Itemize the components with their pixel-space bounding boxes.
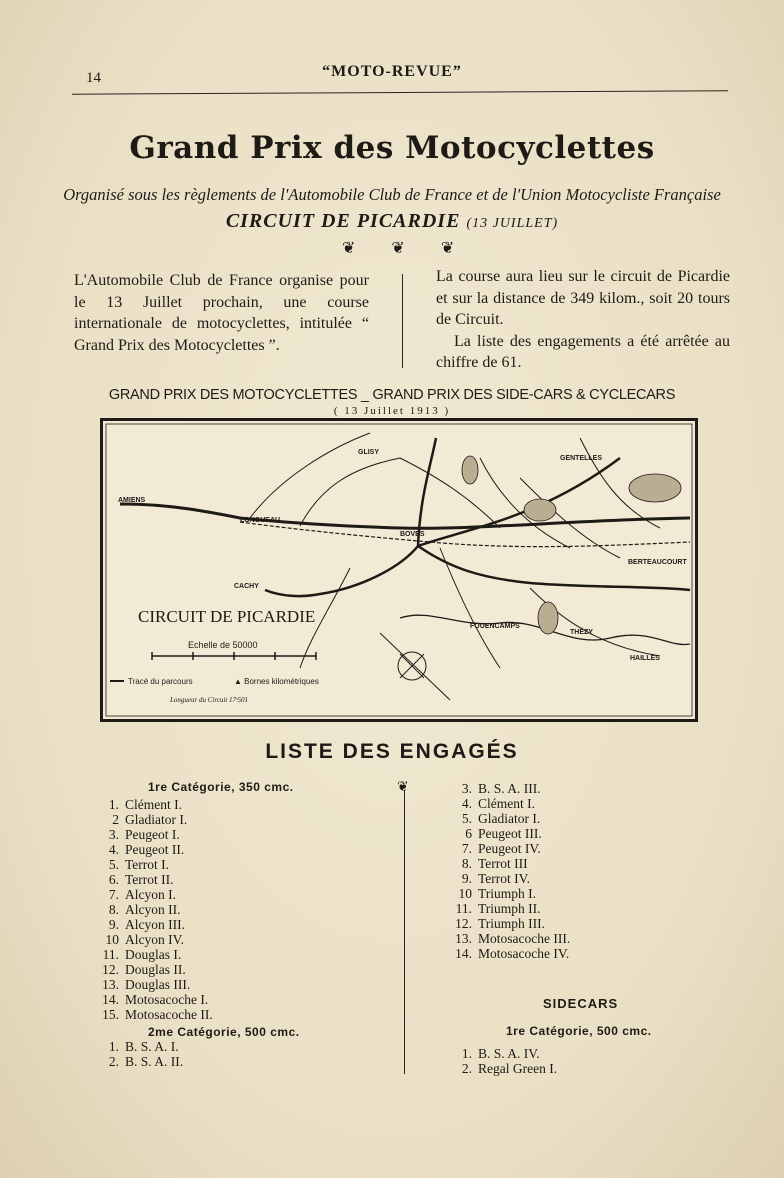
list-item: 8. Alcyon II.	[108, 902, 181, 917]
list-item: 3. Peugeot I.	[108, 827, 180, 842]
article-subtitle: Organisé sous les règlements de l'Automobile Club de France et de l'Union Motocycliste Française	[63, 185, 721, 204]
sidecars-list	[448, 1046, 557, 1076]
place-longueau: LONGUEAU	[240, 517, 281, 524]
list-item: 4. Clément I.	[461, 796, 535, 811]
list-item: 11. Triumph II.	[455, 901, 541, 916]
list-item: 7. Peugeot IV.	[461, 841, 541, 856]
right-paragraph	[436, 266, 730, 374]
place-hailles: HAILLES	[630, 655, 660, 662]
map-heading: GRAND PRIX DES MOTOCYCLETTES _ GRAND PRIX DES SIDE-CARS & CYCLECARS	[108, 387, 676, 403]
place-boves: BOVES	[400, 531, 425, 538]
legend-route: Tracé du parcours	[128, 677, 193, 686]
wood-4	[538, 602, 558, 634]
category-1-list	[95, 797, 213, 1022]
place-gentelles: GENTELLES	[560, 455, 603, 462]
list-item: 11. Douglas I.	[102, 947, 182, 962]
article-title: Grand Prix des Motocyclettes	[129, 130, 655, 166]
list-item: 1. Clément I.	[108, 797, 182, 812]
legend-bornes: ▲ Bornes kilométriques	[234, 677, 319, 686]
list-item: 14. Motosacoche IV.	[455, 946, 570, 961]
list-item: 5. Terrot I.	[108, 857, 170, 872]
column-divider	[402, 274, 403, 368]
sidecars-heading: SIDECARS	[543, 996, 619, 1011]
right-paragraph-1: La course aura lieu sur le circuit de Picardie et sur la distance de 349 kilom., soit 20 tours de Circuit.	[436, 268, 730, 328]
circuit-heading	[0, 210, 784, 233]
list-item: 13. Douglas III.	[102, 977, 191, 992]
place-thezy: THÉZY	[570, 629, 593, 636]
left-paragraph: L'Automobile Club de France organise pour le 13 Juillet prochain, une course internationale de motocyclettes, intitulée “ Grand Prix des Motocyclettes ”.	[74, 272, 369, 354]
wood-1	[462, 456, 478, 484]
header-rule	[72, 90, 728, 94]
map-scale-label: Echelle de 50000	[188, 640, 258, 650]
place-amiens: AMIENS	[118, 497, 146, 504]
running-title: “MOTO-REVUE”	[322, 63, 462, 80]
list-column-divider	[404, 790, 405, 1074]
list-item: 2. Regal Green I.	[461, 1061, 558, 1076]
right-paragraph-2: La liste des engagements a été arrêtée au chiffre de 61.	[436, 332, 730, 371]
circuit-map	[100, 418, 698, 722]
place-fouencamps: FOUENCAMPS	[470, 623, 520, 630]
list-item: 3. B. S. A. III.	[461, 781, 541, 796]
place-berteaucourt: BERTEAUCOURT	[628, 559, 687, 566]
map-length: Longueur du Circuit 17ˢ501	[170, 696, 249, 704]
sidecars-category-heading: 1re Catégorie, 500 cmc.	[506, 1024, 652, 1038]
list-item: 9. Terrot IV.	[461, 871, 531, 886]
list-item: 14. Motosacoche I.	[102, 992, 209, 1007]
list-item: 2. B. S. A. II.	[108, 1054, 184, 1069]
list-item: 2 Gladiator I.	[112, 812, 188, 827]
map-date: ( 13 Juillet 1913 )	[333, 405, 451, 417]
list-item: 9. Alcyon III.	[108, 917, 185, 932]
list-item: 10 Alcyon IV.	[105, 932, 184, 947]
list-item: 15. Motosacoche II.	[102, 1007, 213, 1022]
circuit-title: CIRCUIT DE PICARDIE	[225, 210, 461, 232]
list-item: 6. Terrot II.	[108, 872, 174, 887]
place-glisy: GLISY	[358, 449, 380, 456]
list-item: 12. Douglas II.	[102, 962, 186, 977]
wood-2	[524, 499, 556, 521]
category-2-list-right	[448, 781, 570, 961]
list-divider-ornament: ❦	[397, 780, 409, 795]
category-1-heading: 1re Catégorie, 350 cmc.	[148, 780, 294, 794]
list-item: 13. Motosacoche III.	[455, 931, 571, 946]
list-item: 4. Peugeot II.	[108, 842, 185, 857]
place-cachy: CACHY	[234, 583, 259, 590]
list-item: 7. Alcyon I.	[108, 887, 176, 902]
map-frame	[102, 420, 697, 721]
list-item: 1. B. S. A. I.	[108, 1039, 179, 1054]
list-item: 5. Gladiator I.	[461, 811, 541, 826]
wood-3	[629, 474, 681, 502]
list-item: 12. Triumph III.	[455, 916, 546, 931]
list-item: 10 Triumph I.	[458, 886, 537, 901]
list-item: 1. B. S. A. IV.	[461, 1046, 540, 1061]
map-title: CIRCUIT DE PICARDIE	[138, 607, 316, 626]
ornament: ❦ ❦ ❦	[342, 240, 471, 257]
list-item: 8. Terrot III	[461, 856, 528, 871]
list-title: LISTE DES ENGAGÉS	[265, 740, 519, 763]
category-2-list-left	[95, 1039, 183, 1069]
category-2-heading: 2me Catégorie, 500 cmc.	[148, 1025, 300, 1039]
list-item: 6 Peugeot III.	[465, 826, 542, 841]
page-number: 14	[86, 70, 101, 86]
circuit-date: (13 JUILLET)	[466, 216, 559, 231]
